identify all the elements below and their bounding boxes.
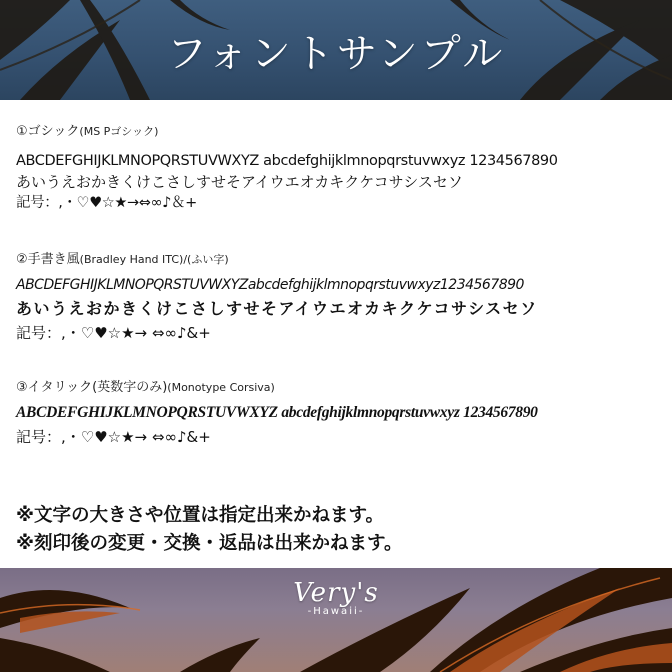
sample-kana: あいうえおかきくけこさしすせそアイウエオカキクケコサシスセソ	[16, 173, 463, 191]
logo-wordmark: Very's	[293, 578, 379, 608]
sample-symbols: 記号：,・♡♥☆★→⇔∞♪＆+	[16, 195, 197, 211]
notice-size-position: ※文字の大きさや位置は指定出来かねます。	[16, 505, 385, 526]
footer-banner	[0, 568, 672, 672]
sample-symbols: 記号：,・♡♥☆★→ ⇔∞♪&+	[16, 324, 211, 342]
sample-latin: ABCDEFGHIJKLMNOPQRSTUVWXYZabcdefghijklmnopqrstuvwxyz1234567890	[16, 277, 524, 293]
sample-latin: ABCDEFGHIJKLMNOPQRSTUVWXYZ abcdefghijklmnopqrstuvwxyz 1234567890	[16, 153, 558, 169]
section-title: ②手書き風	[16, 252, 80, 267]
section-heading	[16, 120, 656, 139]
section-font-name: (Bradley Hand ITC)/(ふい字)	[79, 253, 229, 266]
font-sample-content	[0, 100, 672, 568]
section-title: ③イタリック(英数字のみ)	[16, 380, 168, 395]
section-font-name: (Monotype Corsiva)	[167, 381, 275, 394]
header-banner	[0, 0, 672, 100]
section-heading	[16, 248, 656, 267]
logo-tagline: -Hawaii-	[307, 606, 365, 617]
sample-symbols: 記号：,・♡♥☆★→ ⇔∞♪&+	[16, 428, 211, 446]
section-font-name: (MS Pゴシック)	[79, 125, 159, 138]
page-title: フォントサンプル	[166, 31, 506, 77]
notice-no-changes: ※刻印後の変更・交換・返品は出来かねます。	[16, 533, 403, 554]
brand-logo	[0, 578, 672, 617]
section-heading	[16, 376, 656, 395]
section-handwriting	[16, 248, 656, 345]
sample-kana: あいうえおかきくけこさしすせそアイウエオカキクケコサシスセソ	[16, 299, 538, 318]
section-gothic	[16, 120, 656, 214]
section-title: ①ゴシック	[16, 124, 80, 139]
sample-latin: ABCDEFGHIJKLMNOPQRSTUVWXYZ abcdefghijklmnopqrstuvwxyz 1234567890	[16, 404, 538, 421]
section-italic	[16, 376, 656, 449]
